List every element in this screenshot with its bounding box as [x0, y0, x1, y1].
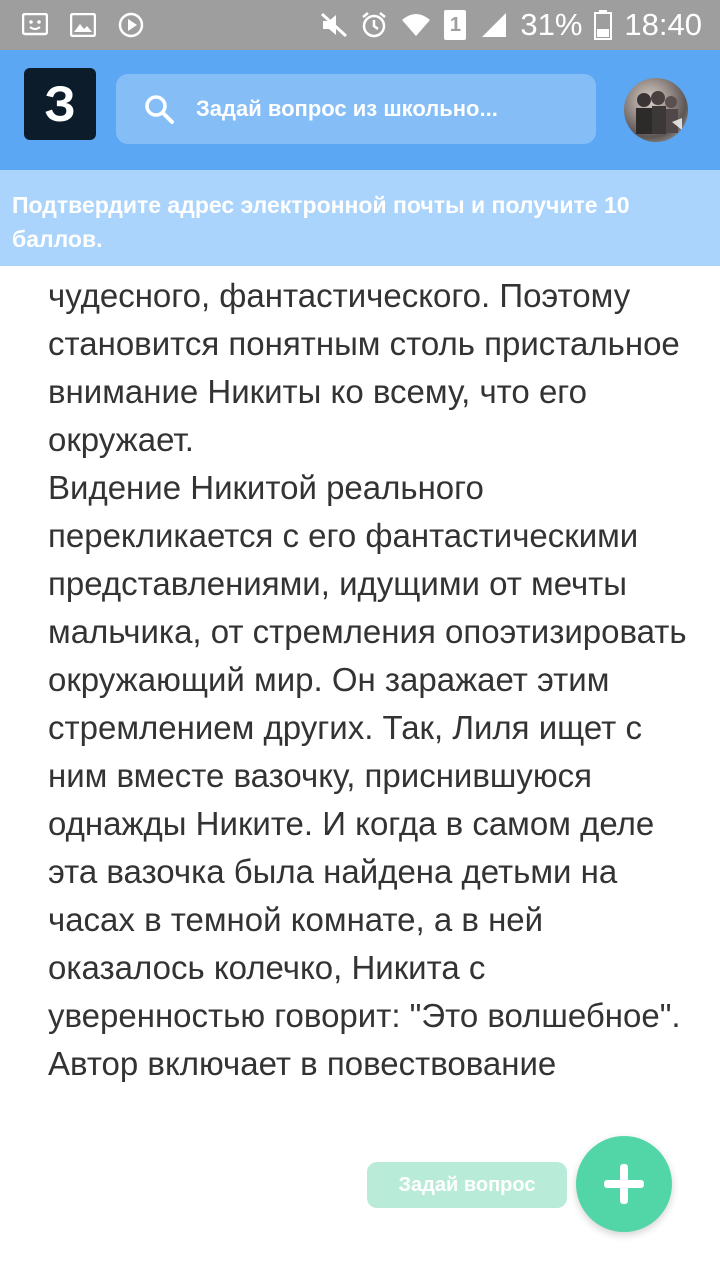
email-confirmation-banner[interactable]: Подтвердите адрес электронной почты и получите 10 баллов. [0, 170, 720, 266]
signal-icon [478, 11, 508, 39]
notification-message-icon [22, 13, 48, 37]
alarm-icon [360, 11, 388, 39]
notification-image-icon [70, 13, 96, 37]
plus-icon [602, 1162, 646, 1206]
wifi-icon [400, 12, 432, 38]
answer-paragraph: Автор включает в повествование [48, 1045, 557, 1082]
app-header [0, 50, 720, 170]
status-bar-system [308, 7, 702, 43]
status-bar-notifications [22, 12, 166, 38]
sim-icon [444, 10, 466, 40]
ask-question-label[interactable]: Задай вопрос [367, 1162, 567, 1208]
status-bar [0, 0, 720, 50]
clock: 18:40 [624, 7, 702, 42]
search-input[interactable] [116, 74, 596, 144]
avatar[interactable] [624, 78, 688, 142]
answer-paragraph: чудесного, фантастического. Поэтому становится понятным столь пристальное внимание Никиты ко всему, что его окружает. [48, 277, 680, 458]
answer-paragraph: Видение Никитой реального перекликается с его фантастическими представлениями, идущими от мечты мальчика, от стремления опоэтизировать окружающий мир. Он заражает этим стремлением других. Так, Лиля ищет с ним вместе вазочку, приснившуюся однажды Никите. И когда в самом деле эта вазочка была найдена детьми на часах в темной комнате, а в ней оказалось колечко, Никита с уверенностью говорит: "Это волшебное". [48, 469, 687, 1034]
answer-text [48, 268, 688, 1280]
battery-icon [594, 10, 612, 40]
ask-question-button[interactable] [576, 1136, 672, 1232]
app-logo[interactable]: З [24, 68, 96, 140]
notification-play-icon [118, 12, 144, 38]
search-placeholder: Задай вопрос из школьно... [196, 96, 498, 121]
sim-label: 1 [444, 10, 466, 40]
mute-icon [320, 12, 348, 38]
battery-percent: 31% [520, 7, 583, 42]
search-icon [144, 94, 174, 124]
